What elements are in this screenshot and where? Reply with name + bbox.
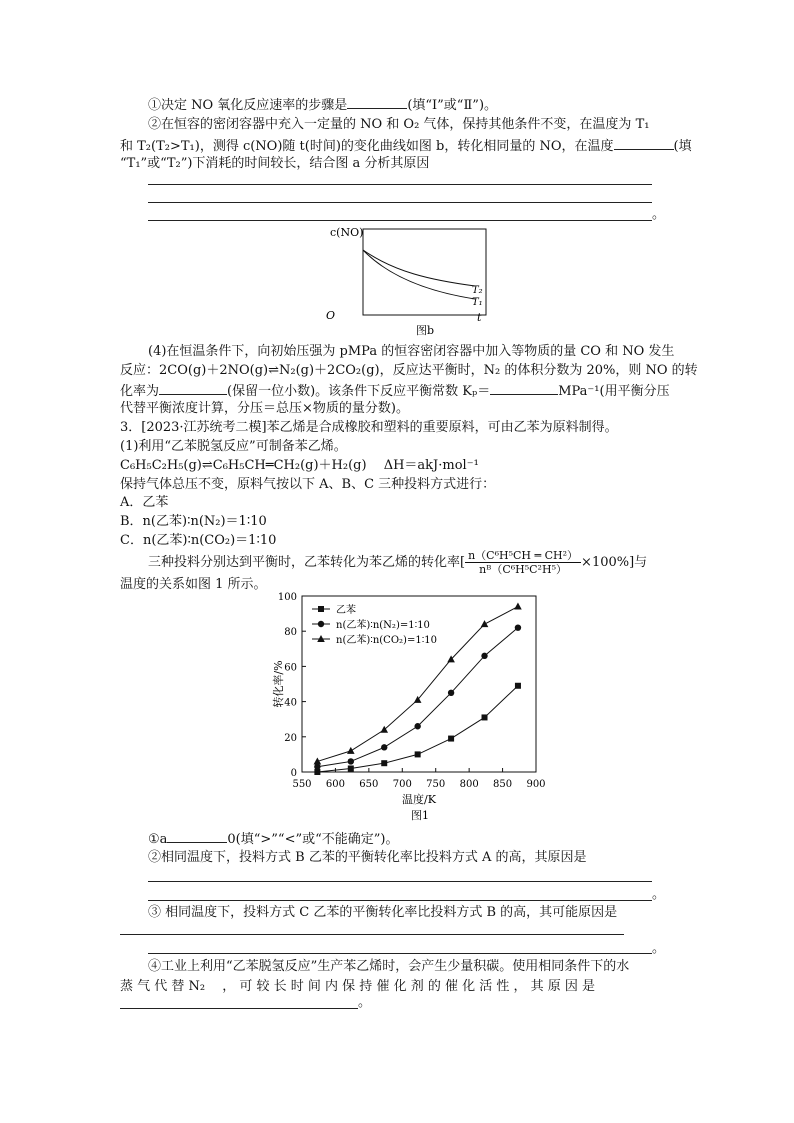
figure-b-frame bbox=[363, 229, 486, 315]
conversion-definition: 三种投料分别达到平衡时，乙苯转化为苯乙烯的转化率[ $\frac{\text{n（C⁶H⁵CH ═ CH²）}}{\text{nᴮ（C⁶H⁵C²H⁵）}}$ ×100%]与 bbox=[148, 549, 648, 576]
y-tick-label: 40 bbox=[284, 697, 297, 709]
q1-line3: 和 T₂(T₂>T₁)，测得 c(NO)随 t(时间)的变化曲线如图 b，转化相同量的 NO，在温度 (填 bbox=[120, 139, 692, 154]
data-point-series-3 bbox=[514, 603, 522, 610]
answer-line[interactable] bbox=[148, 219, 652, 221]
answer-line[interactable] bbox=[120, 933, 624, 935]
q3-equation: C₆H₅C₂H₅(g)⇌C₆H₅CH═CH₂(g)＋H₂(g) ΔH＝akJ·mol⁻¹ bbox=[120, 458, 479, 473]
data-point-series-1 bbox=[482, 714, 488, 720]
data-point-series-2 bbox=[348, 758, 354, 764]
label-t1: T₁ bbox=[472, 297, 483, 308]
figure-b-origin: O bbox=[326, 309, 336, 322]
figure-b-ylabel: c(NO) bbox=[330, 226, 364, 239]
x-tick-label: 650 bbox=[359, 779, 379, 790]
answer-blank[interactable] bbox=[159, 382, 227, 395]
q4-line2: 反应：2CO(g)＋2NO(g)⇌N₂(g)＋2CO₂(g)，反应达平衡时，N₂ 的体积分数为 20%，则 NO 的转 bbox=[120, 363, 698, 378]
data-point-series-1 bbox=[515, 683, 521, 689]
answer-line[interactable] bbox=[148, 880, 652, 882]
data-point-series-1 bbox=[415, 751, 421, 757]
figure-b-xlabel: t bbox=[477, 311, 482, 324]
data-point-series-2 bbox=[481, 653, 487, 659]
y-tick-label: 80 bbox=[284, 627, 297, 639]
answer-blank[interactable] bbox=[347, 96, 407, 109]
data-point-series-1 bbox=[448, 736, 454, 742]
q1-line2: ②在恒容的密闭容器中充入一定量的 NO 和 O₂ 气体，保持其他条件不变，在温度为 T₁ bbox=[148, 117, 650, 132]
q1-line4: “T₁”或“T₂”)下消耗的时间较长，结合图 a 分析其原因 bbox=[120, 156, 430, 171]
end-mark: 。 bbox=[652, 207, 666, 222]
q4-line3: 化率为 (保留一位小数)。该条件下反应平衡常数 Kₚ＝ MPa⁻¹(用平衡分压 bbox=[120, 384, 670, 399]
y-axis-label: 转化率/% bbox=[272, 660, 285, 708]
data-point-series-1 bbox=[381, 760, 387, 766]
end-mark: 。 bbox=[652, 941, 666, 956]
legend-marker bbox=[318, 621, 324, 627]
figure-b-caption: 图b bbox=[416, 324, 435, 337]
q3-intro: 3．[2023·江苏统考二模]苯乙烯是合成橡胶和塑料的重要原料，可由乙苯为原料制得。 bbox=[120, 420, 618, 435]
legend-label: n(乙苯)∶n(CO₂)=1∶10 bbox=[336, 635, 438, 646]
y-tick-label: 60 bbox=[284, 662, 297, 674]
label-t2: T₂ bbox=[472, 285, 483, 296]
end-mark: 。 bbox=[652, 887, 666, 902]
data-point-series-2 bbox=[515, 624, 521, 630]
q1-line1: ①决定 NO 氧化反应速率的步骤是 (填“Ⅰ”或“Ⅱ”)。 bbox=[148, 98, 498, 113]
legend-marker bbox=[318, 606, 324, 612]
end-mark: 。 bbox=[358, 995, 372, 1010]
y-tick-label: 0 bbox=[290, 768, 297, 779]
data-point-series-2 bbox=[381, 744, 387, 750]
conversion-line2: 温度的关系如图 1 所示。 bbox=[120, 577, 267, 592]
legend-label: n(乙苯)∶n(N₂)=1∶10 bbox=[336, 620, 430, 631]
option-a: A．乙苯 bbox=[120, 495, 169, 510]
q4-line1: (4)在恒温条件下，向初始压强为 pMPa 的恒容密闭容器中加入等物质的量 CO 和 NO 发生 bbox=[148, 344, 675, 359]
data-point-series-3 bbox=[481, 620, 489, 627]
q3-a3: ③ 相同温度下，投料方式 C 乙苯的平衡转化率比投料方式 B 的高，其可能原因是 bbox=[148, 905, 618, 920]
chart-caption: 图1 bbox=[411, 809, 429, 822]
x-tick-label: 850 bbox=[493, 779, 513, 790]
q4-line4: 代替平衡浓度计算，分压＝总压×物质的量分数)。 bbox=[120, 401, 409, 416]
option-b: B．n(乙苯)∶n(N₂)＝1∶10 bbox=[120, 514, 267, 529]
y-tick-label: 100 bbox=[277, 592, 297, 603]
x-tick-label: 750 bbox=[426, 779, 446, 790]
x-tick-label: 600 bbox=[325, 779, 345, 790]
legend-label: 乙苯 bbox=[336, 605, 356, 616]
curve-t2 bbox=[363, 250, 475, 286]
data-point-series-2 bbox=[314, 764, 320, 770]
curve-t1 bbox=[363, 250, 475, 299]
x-axis-label: 温度/K bbox=[402, 793, 436, 806]
answer-blank[interactable] bbox=[167, 830, 227, 843]
option-c: C．n(乙苯)∶n(CO₂)＝1∶10 bbox=[120, 533, 277, 548]
answer-line[interactable] bbox=[120, 1007, 358, 1009]
answer-line[interactable] bbox=[148, 183, 652, 185]
data-point-series-2 bbox=[448, 690, 454, 696]
answer-line[interactable] bbox=[148, 201, 652, 203]
q3-a1: ①a 0(填“>”“<”或“不能确定”)。 bbox=[148, 832, 399, 847]
conversion-fraction: $\frac{\text{n（C⁶H⁵CH ═ CH²）}}{\text{nᴮ（C⁶H⁵C²H⁵）}}$ bbox=[465, 549, 581, 576]
q3-a4: ④工业上利用“乙苯脱氢反应”生产苯乙烯时，会产生少量积碳。使用相同条件下的水 bbox=[148, 959, 630, 974]
x-tick-label: 550 bbox=[292, 779, 312, 790]
q3-a2: ②相同温度下，投料方式 B 乙苯的平衡转化率比投料方式 A 的高，其原因是 bbox=[148, 850, 587, 865]
figure-1-chart bbox=[270, 585, 560, 825]
q3-condition: 保持气体总压不变，原料气按以下 A、B、C 三种投料方式进行： bbox=[120, 477, 496, 492]
x-tick-label: 800 bbox=[459, 779, 479, 790]
answer-blank[interactable] bbox=[614, 137, 674, 150]
q3-sub1: (1)利用“乙苯脱氢反应”可制备苯乙烯。 bbox=[120, 439, 347, 454]
answer-blank[interactable] bbox=[490, 382, 558, 395]
data-point-series-2 bbox=[414, 723, 420, 729]
figure-b bbox=[320, 222, 500, 340]
answer-line[interactable] bbox=[148, 952, 652, 954]
x-tick-label: 900 bbox=[526, 779, 546, 790]
x-tick-label: 700 bbox=[392, 779, 412, 790]
y-tick-label: 20 bbox=[284, 732, 297, 744]
data-point-series-1 bbox=[348, 765, 354, 771]
q3-a4b: 蒸 气 代 替 N₂ ， 可 较 长 时 间 内 保 持 催 化 剂 的 催 化 活 性 ， 其 原 因 是 bbox=[120, 979, 596, 994]
data-point-series-3 bbox=[347, 747, 355, 754]
answer-line[interactable] bbox=[148, 899, 652, 901]
